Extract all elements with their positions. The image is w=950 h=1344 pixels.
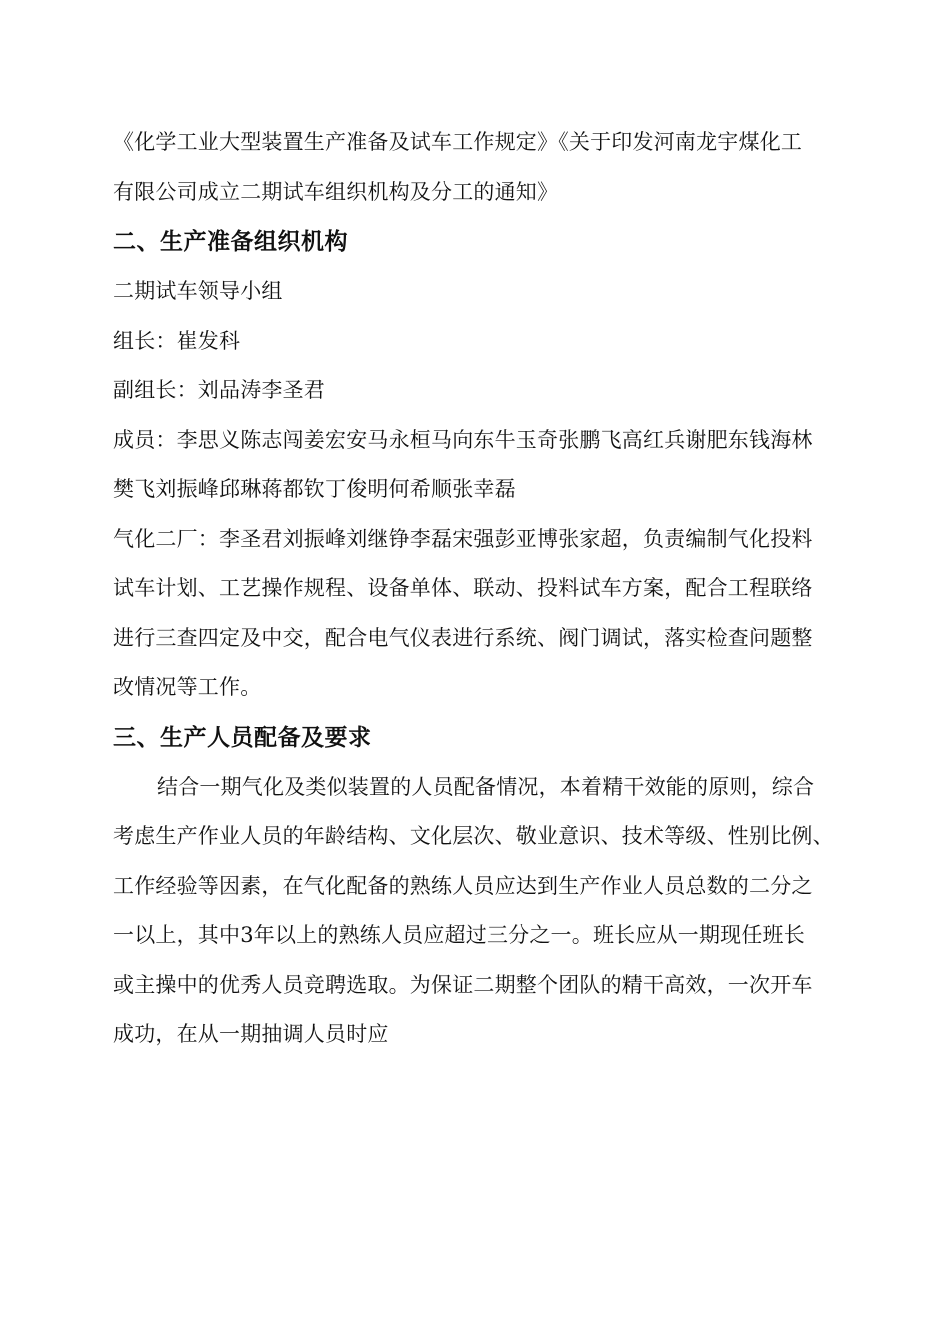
- staffing-line-2: 考虑生产作业人员的年龄结构、文化层次、敬业意识、技术等级、性别比例、: [113, 824, 834, 848]
- staffing-line-4: 一以上，其中3年以上的熟练人员应超过三分之一。班长应从一期现任班长: [113, 923, 805, 947]
- intro-line-2: 有限公司成立二期试车组织机构及分工的通知》: [113, 179, 559, 204]
- gasification-line-2: 试车计划、工艺操作规程、设备单体、联动、投料试车方案，配合工程联络: [113, 576, 813, 600]
- staffing-line-6: 成功，在从一期抽调人员时应: [113, 1022, 389, 1046]
- group-name: 二期试车领导小组: [113, 279, 283, 303]
- staffing-line-3: 工作经验等因素，在气化配备的熟练人员应达到生产作业人员总数的二分之: [113, 873, 813, 898]
- gasification-line-1: 气化二厂：李圣君刘振峰刘继铮李磊宋强彭亚博张家超，负责编制气化投料: [113, 526, 813, 551]
- document-body: [113, 118, 853, 1060]
- group-deputy-leader: 副组长：刘品涛李圣君: [113, 378, 325, 402]
- section-heading-organization: 二、生产准备组织机构: [113, 229, 348, 255]
- gasification-line-4: 改情况等工作。: [113, 675, 262, 699]
- section-heading-staffing: 三、生产人员配备及要求: [113, 724, 372, 751]
- staffing-line-1: 结合一期气化及类似装置的人员配备情况，本着精干效能的原则，综合: [157, 774, 815, 799]
- staffing-line-5: 或主操中的优秀人员竞聘选取。为保证二期整个团队的精干高效，一次开车: [113, 972, 813, 997]
- intro-line-1: 《化学工业大型装置生产准备及试车工作规定》《关于印发河南龙宇煤化工: [113, 130, 803, 154]
- members-line-1: 成员：李思义陈志闯姜宏安马永桓马向东牛玉奇张鹏飞高红兵谢肥东钱海林: [113, 427, 813, 452]
- gasification-line-3: 进行三查四定及中交，配合电气仪表进行系统、阀门调试，落实检查问题整: [113, 625, 813, 650]
- group-leader: 组长：崔发科: [113, 328, 241, 353]
- members-line-2: 樊飞刘振峰邱琳蒋都钦丁俊明何希顺张幸磊: [113, 477, 516, 501]
